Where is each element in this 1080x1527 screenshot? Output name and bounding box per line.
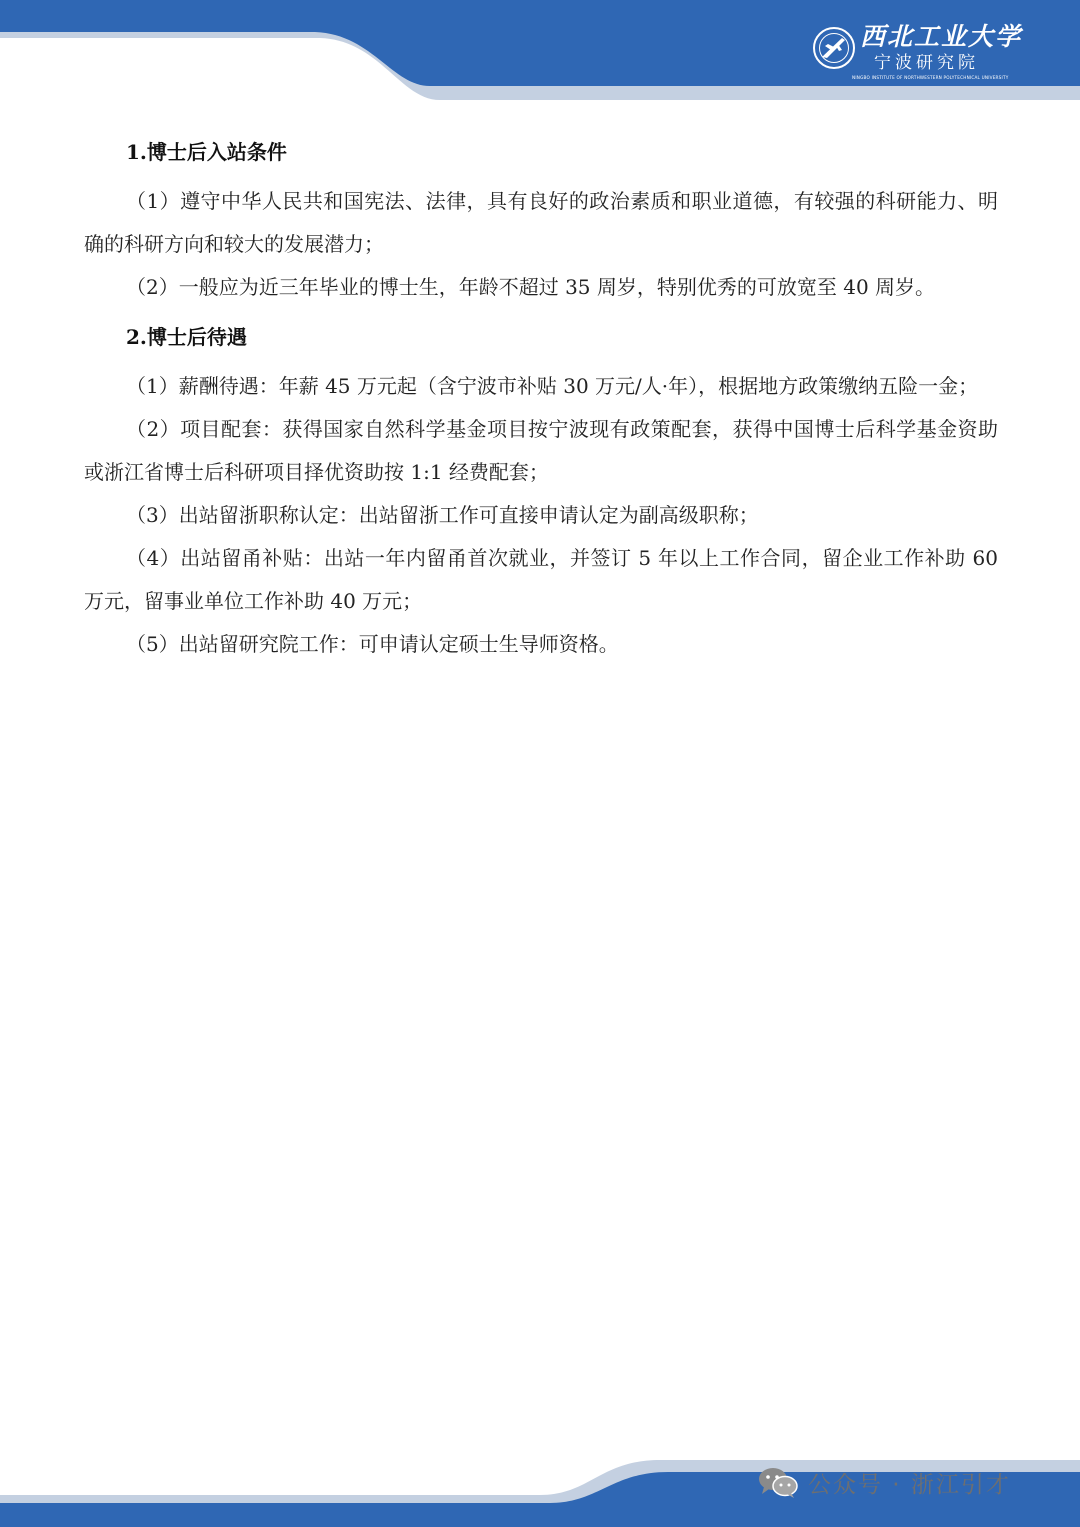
watermark-text: 公众号 · 浙江引才 bbox=[808, 1471, 1011, 1498]
document-body bbox=[84, 130, 998, 666]
section-heading-benefits: 2.博士后待遇 bbox=[126, 325, 247, 349]
paragraph: （5）出站留研究院工作：可申请认定硕士生导师资格。 bbox=[126, 632, 619, 656]
university-name: 西北工业大学 bbox=[860, 22, 1023, 51]
paragraph: （4）出站留甬补贴：出站一年内留甬首次就业，并签订 5 年以上工作合同，留企业工作补助 60 万元，留事业单位工作补助 40 万元； bbox=[84, 546, 998, 613]
paragraph: （2）一般应为近三年毕业的博士生，年龄不超过 35 周岁，特别优秀的可放宽至 40 周岁。 bbox=[126, 275, 936, 299]
paragraph: （1）遵守中华人民共和国宪法、法律，具有良好的政治素质和职业道德，有较强的科研能力、明确的科研方向和较大的发展潜力； bbox=[84, 189, 998, 256]
section-heading-entry-conditions: 1.博士后入站条件 bbox=[126, 140, 287, 164]
paragraph: （2）项目配套：获得国家自然科学基金项目按宁波现有政策配套，获得中国博士后科学基金资助或浙江省博士后科研项目择优资助按 1:1 经费配套； bbox=[84, 417, 998, 484]
paragraph: （1）薪酬待遇：年薪 45 万元起（含宁波市补贴 30 万元/人·年），根据地方政策缴纳五险一金； bbox=[126, 374, 979, 398]
paragraph: （3）出站留浙职称认定：出站留浙工作可直接申请认定为副高级职称； bbox=[126, 503, 759, 527]
wechat-watermark bbox=[756, 1462, 1011, 1502]
institute-english-name: NINGBO INSTITUTE OF NORTHWESTERN POLYTECHNICAL UNIVERSITY bbox=[852, 75, 1009, 80]
institute-name: 宁波研究院 bbox=[874, 53, 979, 73]
wechat-icon bbox=[756, 1465, 800, 1499]
university-emblem-icon bbox=[812, 26, 856, 70]
university-logo bbox=[812, 20, 1023, 84]
